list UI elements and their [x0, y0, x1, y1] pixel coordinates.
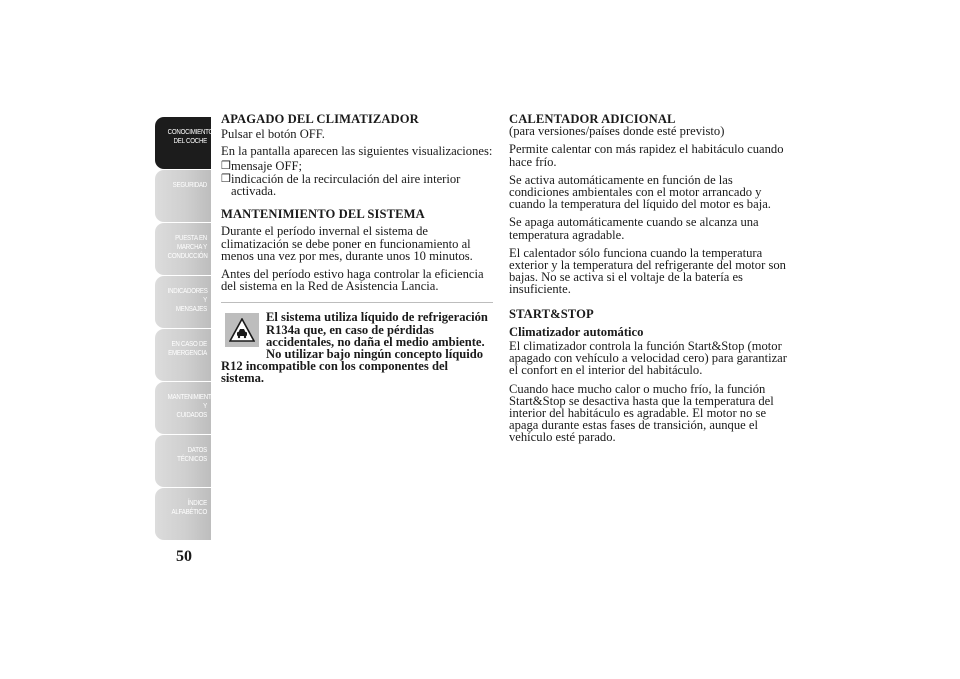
tab-conocimiento-del-coche[interactable]	[155, 117, 214, 169]
warning-text: El sistema utiliza líquido de refrigeración R134a que, en caso de pérdidas accidentales, no daña el medio ambiente. No utilizar bajo ningún concepto líquido R12 incompatible con los componentes del sistema.	[221, 310, 488, 386]
tab-indice-alfabetico[interactable]	[155, 488, 211, 540]
paragraph: El calentador sólo funciona cuando la temperatura exterior y la temperatura del refrigerante del motor son bajas. No se activa si el voltaje de la batería es insuficiente.	[509, 245, 786, 297]
paragraph: Durante el período invernal el sistema de climatización se debe poner en funcionamiento al menos una vez por mes, durante unos 10 minutos.	[221, 224, 473, 263]
bullet-text: mensaje OFF;	[231, 158, 303, 173]
tab-puesta-en-marcha[interactable]	[155, 223, 211, 275]
bullet-text: indicación de la recirculación del aire interior activada.	[231, 171, 461, 199]
car-environment-warning-icon	[225, 313, 259, 347]
tab-seguridad[interactable]	[155, 170, 211, 222]
tab-label: INDICADORES Y MENSAJES	[167, 286, 208, 313]
tab-label: PUESTA EN MARCHA Y CONDUCCIÓN	[167, 233, 208, 260]
paragraph: En la pantalla aparecen las siguientes visualizaciones:	[221, 144, 493, 159]
tab-mantenimiento-y-cuidados[interactable]	[155, 382, 216, 434]
bullet-item	[221, 160, 493, 172]
section-title-apagado: APAGADO DEL CLIMATIZADOR	[221, 112, 419, 126]
paragraph: Antes del período estivo haga controlar la eficiencia del sistema en la Red de Asistencia Lancia.	[221, 267, 484, 294]
checkbox-square-icon: ❒	[221, 159, 231, 172]
paragraph: El climatizador controla la función Start&Stop (motor apagado con vehículo a velocidad cero) para garantizar el confort en el interior del habitáculo.	[509, 339, 787, 378]
section-subtitle-climatizador: Climatizador automático	[509, 324, 644, 339]
tab-label: SEGURIDAD	[172, 180, 207, 189]
section-title-calentador: CALENTADOR ADICIONAL	[509, 112, 676, 126]
paragraph: Pulsar el botón OFF.	[221, 127, 325, 142]
paragraph: Cuando hace mucho calor o mucho frío, la función Start&Stop se desactiva hasta que la temperatura del interior del habitáculo es agradable. El motor no se apaga durante estas fases de transición, aunque el vehículo esté parado.	[509, 381, 774, 445]
left-column	[221, 113, 493, 385]
tab-indicadores-y-mensajes[interactable]	[155, 276, 211, 328]
tab-label: MANTENIMIENTO Y CUIDADOS	[167, 392, 216, 419]
paragraph: Se apaga automáticamente cuando se alcanza una temperatura agradable.	[509, 215, 759, 242]
paragraph: Permite calentar con más rapidez el habitáculo cuando hace frío.	[509, 142, 784, 169]
section-title-mantenimiento: MANTENIMIENTO DEL SISTEMA	[221, 207, 425, 222]
section-title-startstop: START&STOP	[509, 306, 594, 321]
warning-triangle-icon	[229, 318, 255, 342]
paragraph: Se activa automáticamente en función de las condiciones ambientales con el motor arrancado y cuando la temperatura del líquido del motor es baja.	[509, 172, 771, 212]
tab-label: EN CASO DE EMERGENCIA	[168, 339, 207, 357]
page-number: 50	[176, 548, 192, 565]
warning-box	[221, 302, 493, 384]
tab-label: ÍNDICE ALFABÉTICO	[171, 498, 207, 516]
checkbox-square-icon: ❒	[221, 172, 231, 185]
tab-en-caso-de-emergencia[interactable]	[155, 329, 211, 381]
right-column	[509, 113, 789, 450]
tab-label: DATOS TÉCNICOS	[177, 445, 207, 463]
bullet-item	[221, 173, 493, 197]
tab-datos-tecnicos[interactable]	[155, 435, 211, 487]
section-subtitle: (para versiones/países donde esté previsto)	[509, 124, 725, 139]
tab-label: CONOCIMIENTO DEL COCHE	[167, 127, 214, 145]
